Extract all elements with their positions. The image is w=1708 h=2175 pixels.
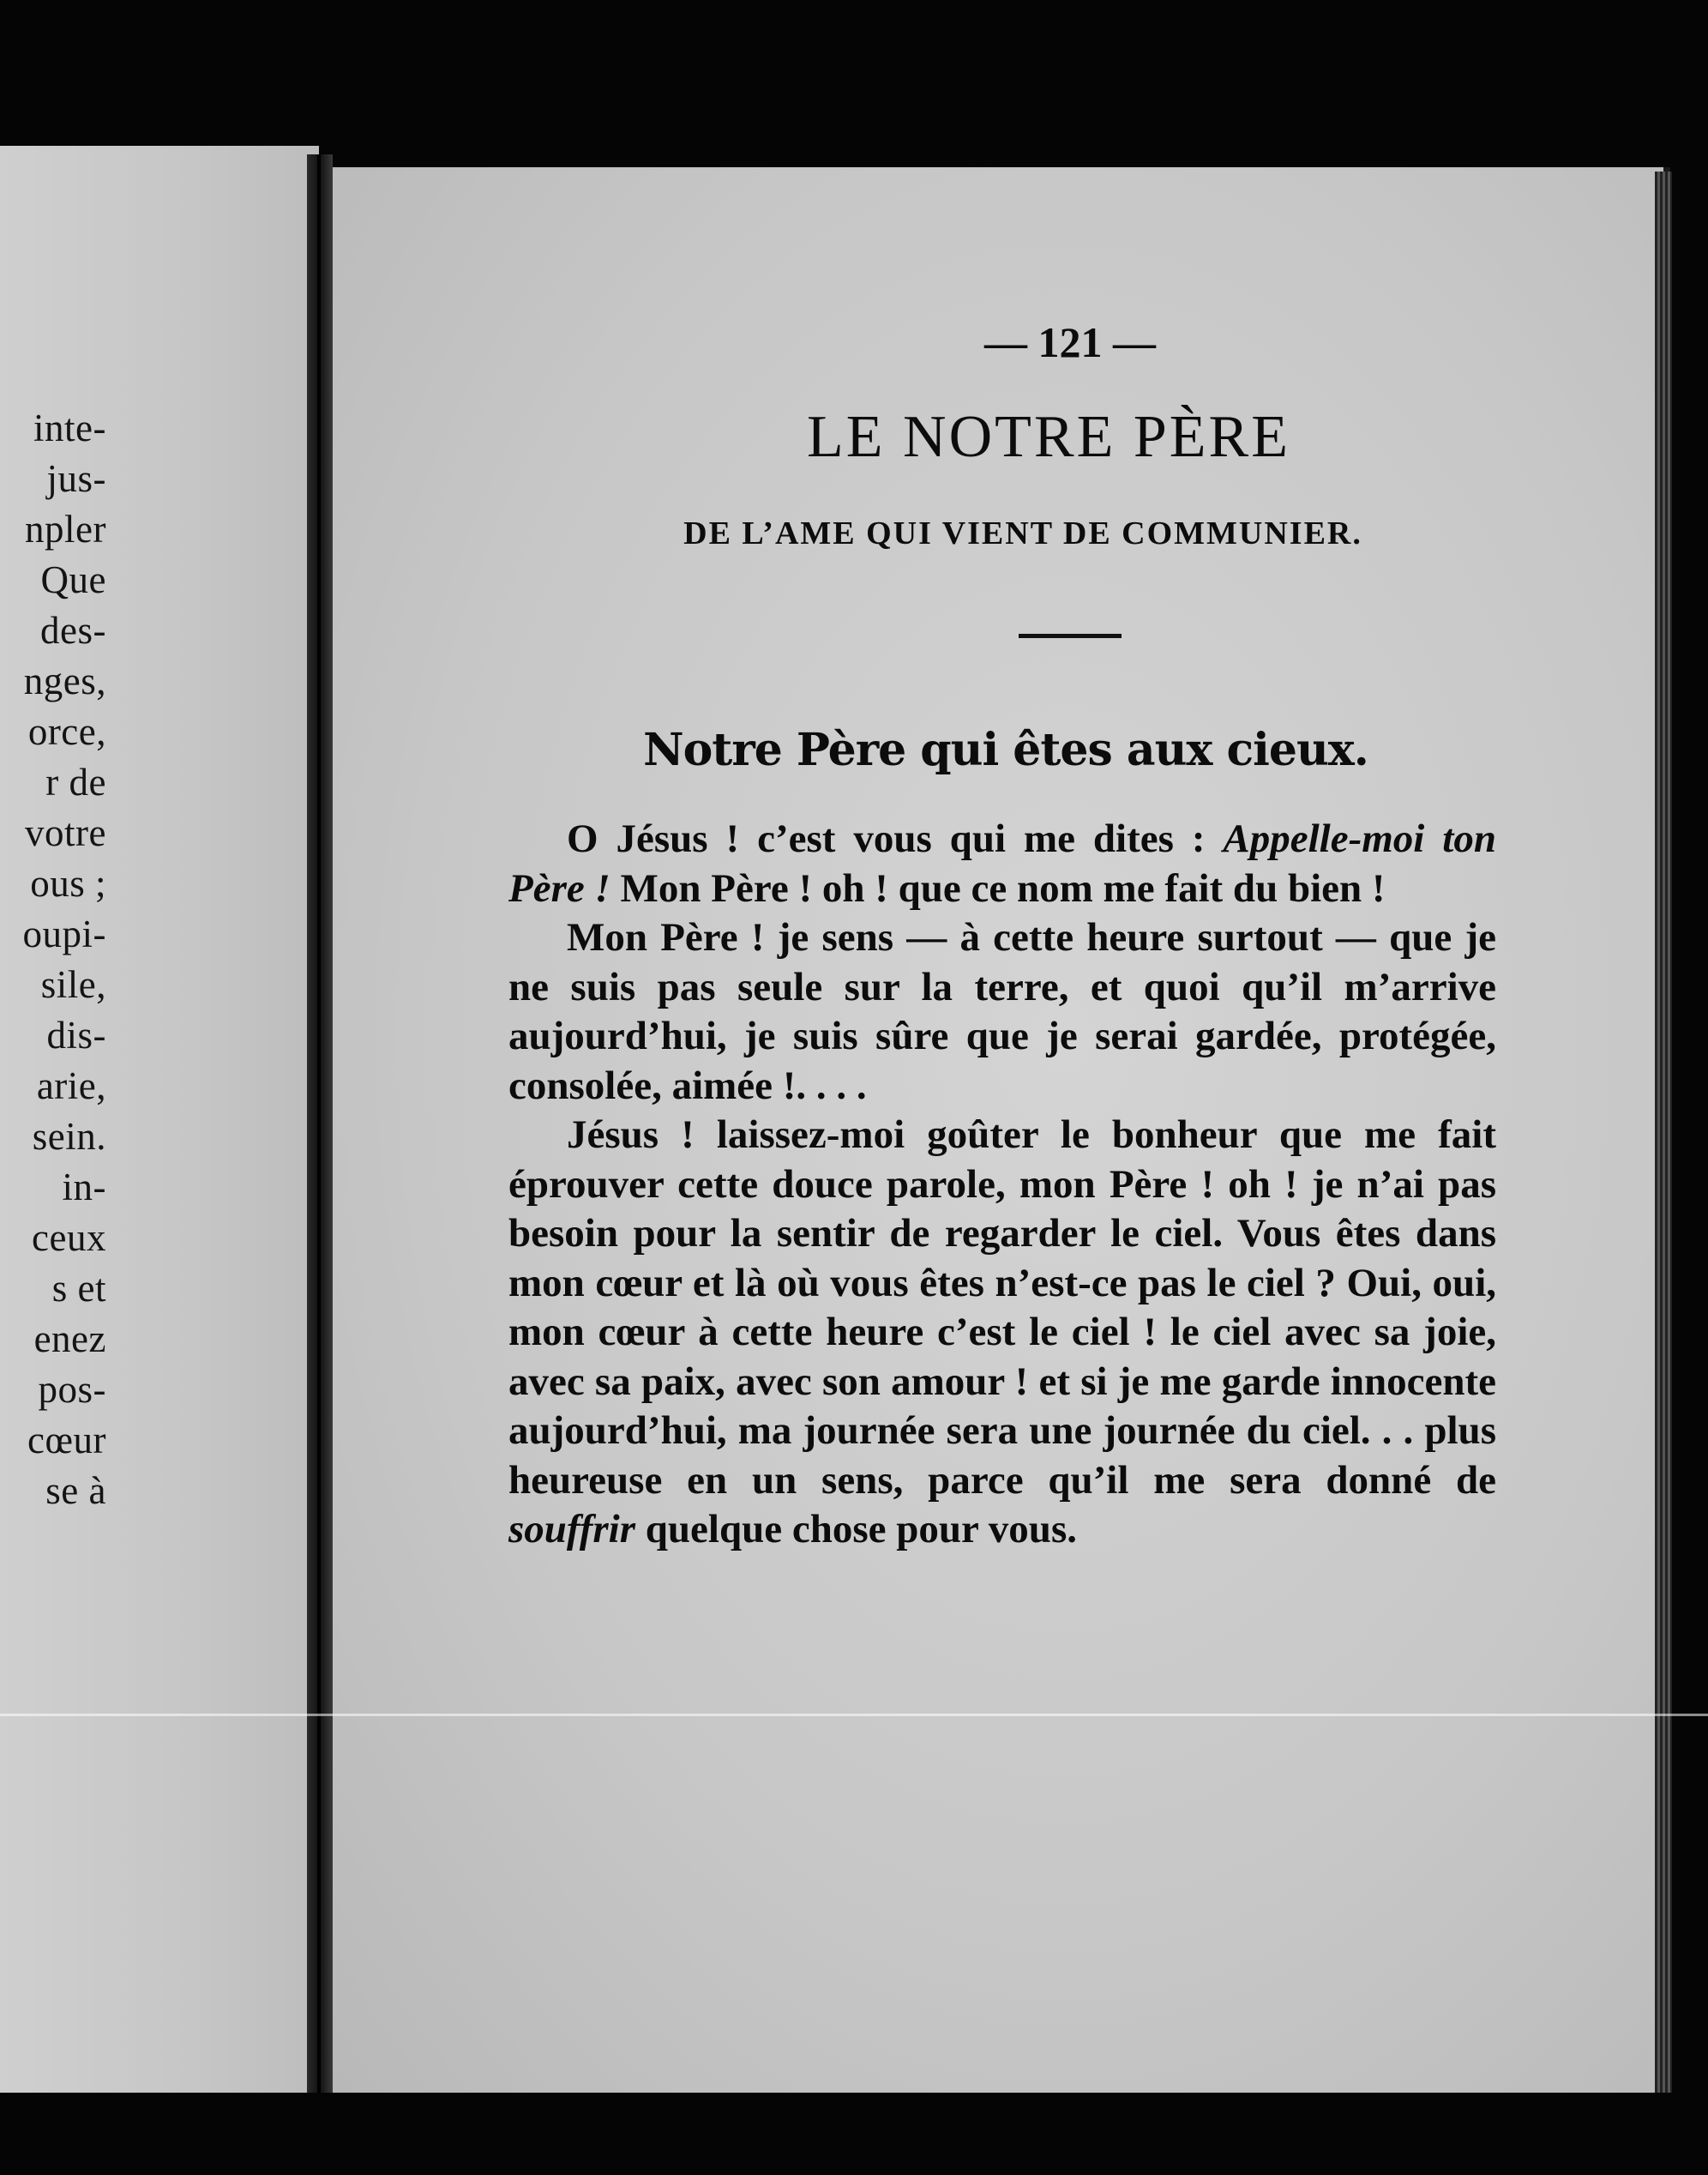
paragraph-1-text-end: Mon Père ! oh ! que ce nom me fait du bien ! bbox=[610, 865, 1386, 911]
left-page-line: ceux bbox=[32, 1216, 106, 1259]
paragraph-1-italic: Appelle-moi ton Père ! bbox=[508, 816, 1496, 911]
page-title: LE NOTRE PÈRE bbox=[807, 404, 1290, 470]
paragraph-3-italic: souffrir bbox=[508, 1507, 636, 1551]
left-page-line: jus- bbox=[46, 457, 106, 500]
prayer-body bbox=[508, 815, 1496, 1555]
left-page-line: in- bbox=[62, 1166, 106, 1208]
left-page-line: votre bbox=[25, 811, 106, 854]
paragraph-1-text: O Jésus ! c’est vous qui me dites : bbox=[567, 816, 1224, 861]
right-page-text bbox=[508, 317, 1499, 1555]
section-heading: Notre Père qui êtes aux cieux. bbox=[643, 724, 1368, 776]
left-page-line: sile, bbox=[40, 963, 106, 1006]
left-page-line: arie, bbox=[36, 1064, 106, 1107]
paragraph-3-text-end: quelque chose pour vous. bbox=[635, 1507, 1077, 1551]
page-edge bbox=[1655, 172, 1672, 2093]
left-page-line: oupi- bbox=[22, 913, 106, 955]
left-page-line: ous ; bbox=[30, 862, 106, 905]
left-page-line: inte- bbox=[33, 407, 106, 449]
page-number: — 121 — bbox=[984, 318, 1156, 366]
left-page-line: se à bbox=[45, 1469, 106, 1512]
left-page bbox=[0, 146, 319, 2093]
left-page-line: enez bbox=[33, 1317, 106, 1360]
left-page-line: Que bbox=[40, 558, 106, 601]
left-page-line: cœur bbox=[27, 1419, 106, 1461]
scan-artifact-line bbox=[0, 1714, 1708, 1716]
left-page-line: pos- bbox=[38, 1368, 106, 1411]
left-page-line: nges, bbox=[23, 660, 106, 702]
left-page-line: sein. bbox=[32, 1115, 106, 1158]
left-page-line: npler bbox=[25, 508, 106, 551]
left-page-line: s et bbox=[51, 1267, 106, 1310]
paragraph-2: Mon Père ! je sens — à cette heure surtout — que je ne suis pas seule sur la terre, et quoi qu’il m’arrive aujourd’hui, je suis sûre que je serai gardée, protégée, consolée, aimée !. . . . bbox=[508, 915, 1496, 1108]
paragraph-3-text: Jésus ! laissez-moi goûter le bonheur que me fait éprouver cette douce parole, mon Père ! oh ! je n’ai pas besoin pour la sentir de regarder le ciel. Vous êtes dans mon cœur et là où vous êtes n’est-ce pas le ciel ? Oui, oui, mon cœur à cette heure c’est le ciel ! le ciel avec sa joie, avec sa paix, avec son amour ! et si je me garde innocente aujourd’hui, ma journée sera une journée du ciel. . . plus heureuse en un sens, parce qu’il me sera donné de bbox=[508, 1112, 1496, 1503]
page-subtitle: DE L’AME QUI VIENT DE COMMUNIER. bbox=[683, 515, 1362, 551]
left-page-line: des- bbox=[40, 609, 106, 652]
left-page-line: dis- bbox=[46, 1014, 106, 1057]
paragraph-1 bbox=[508, 815, 1496, 913]
binding-thread bbox=[317, 154, 321, 2093]
title-divider bbox=[1019, 634, 1122, 638]
left-page-line: r de bbox=[45, 761, 106, 804]
paragraph-3 bbox=[508, 1111, 1496, 1555]
left-page-line: orce, bbox=[27, 710, 106, 753]
left-page-text bbox=[0, 403, 106, 1516]
